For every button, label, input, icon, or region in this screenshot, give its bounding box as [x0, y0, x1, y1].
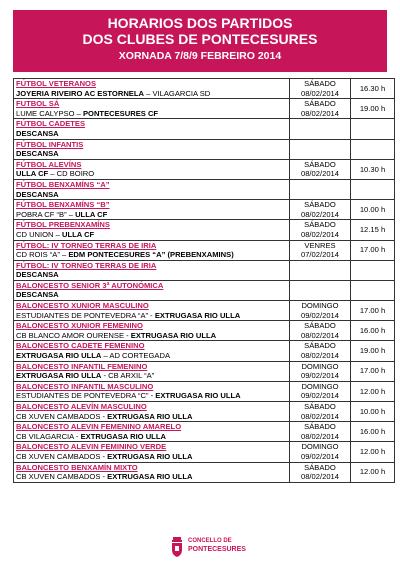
category-label: BALONCESTO ALEVÍN MASCULINO	[16, 402, 147, 411]
time-cell	[351, 260, 395, 280]
date-cell	[290, 119, 351, 139]
team-segment: PONTECESURES CF	[82, 108, 159, 118]
date-cell	[290, 179, 351, 199]
match-row	[14, 240, 395, 260]
team-segment: POBRA CF “B” –	[16, 209, 76, 219]
match-teams	[16, 472, 287, 482]
team-segment: - CB ARXIL “A”	[101, 371, 155, 381]
time-cell: 19.00 h	[351, 99, 395, 119]
category-label: BALONCESTO CADETE FEMENINO	[16, 341, 145, 351]
category-label: BALONCESTO ALEVIN FEMININO VERDE	[16, 442, 167, 452]
date-cell	[290, 260, 351, 280]
date-cell	[290, 402, 351, 422]
match-weekday: SÁBADO	[304, 200, 336, 210]
time-cell: 10.00 h	[351, 402, 395, 422]
team-segment: – VILAGARCIA SD	[144, 88, 211, 98]
match-weekday: SÁBADO	[304, 341, 336, 351]
match-row	[14, 422, 395, 442]
date-cell	[290, 99, 351, 119]
title-line-2: DOS CLUBES DE PONTECESURES	[82, 31, 318, 47]
time-cell: 17.00 h	[351, 361, 395, 381]
category-label: FUTBOL SÁ	[16, 99, 60, 109]
match-teams	[16, 190, 287, 200]
team-segment: DESCANSA	[16, 189, 59, 199]
team-segment: EXTRUGASA RIO ULLA	[16, 351, 102, 361]
team-segment: EXTRUGASA RIO ULLA	[107, 472, 193, 482]
match-cell	[14, 402, 290, 422]
team-segment: EXTRUGASA RIO ULLA	[107, 451, 193, 461]
match-weekday: SÁBADO	[304, 79, 336, 88]
team-segment: CD UNION –	[16, 229, 62, 239]
time-cell	[351, 280, 395, 300]
category-label: BALONCESTO INFANTIL FEMENINO	[16, 361, 148, 371]
date-cell	[290, 220, 351, 240]
match-date: 08/02/2014	[300, 330, 339, 340]
team-segment: – CD BOIRO	[48, 169, 95, 179]
match-row	[14, 159, 395, 179]
team-segment: CB XUVEN CAMBADOS -	[16, 472, 108, 482]
match-date: 09/02/2014	[300, 391, 339, 401]
match-cell	[14, 462, 290, 482]
date-cell	[290, 341, 351, 361]
time-cell	[351, 179, 395, 199]
match-teams	[16, 210, 287, 220]
category-label: FÚTBOL INFANTIS	[16, 139, 84, 149]
category-label: FÚTBOL: IV TORNEO TERRAS DE IRIA	[16, 260, 157, 270]
team-segment: DESCANSA	[16, 149, 59, 159]
category-label: FÚTBOL CADETES	[16, 119, 86, 129]
match-row	[14, 341, 395, 361]
match-date: 09/02/2014	[300, 371, 339, 381]
match-row	[14, 79, 395, 99]
match-cell	[14, 119, 290, 139]
match-row	[14, 200, 395, 220]
match-cell	[14, 442, 290, 462]
match-teams	[16, 391, 287, 401]
match-teams	[16, 432, 287, 442]
logo-line-2: PONTECESURES	[188, 546, 246, 553]
category-label: FÚTBOL ALEVÍNS	[16, 159, 82, 169]
category-label: BALONCESTO INFANTIL MASCULINO	[16, 381, 154, 391]
match-cell	[14, 422, 290, 442]
match-cell	[14, 361, 290, 381]
match-teams	[16, 311, 287, 321]
match-teams	[16, 230, 287, 240]
match-row	[14, 402, 395, 422]
time-cell: 16.00 h	[351, 422, 395, 442]
date-cell	[290, 139, 351, 159]
time-cell: 12.00 h	[351, 381, 395, 401]
match-weekday: SÁBADO	[304, 321, 336, 331]
category-label: FÚTBOL BENXAMÍNS “B”	[16, 200, 110, 210]
team-segment: EDM PONTECESURES “A” (PREBENXAMINS)	[68, 250, 234, 260]
match-row	[14, 381, 395, 401]
match-teams	[16, 149, 287, 159]
match-date: 08/02/2014	[300, 351, 339, 361]
team-segment: EXTRUGASA RIO ULLA	[130, 330, 217, 340]
match-weekday: DOMINGO	[301, 381, 339, 391]
match-row	[14, 139, 395, 159]
category-label: BALONCESTO XUNIOR FEMENINO	[16, 321, 143, 331]
date-cell	[290, 462, 351, 482]
match-teams	[16, 129, 287, 139]
title-line-1: HORARIOS DOS PARTIDOS	[107, 15, 293, 31]
match-row	[14, 260, 395, 280]
time-cell	[351, 119, 395, 139]
match-row	[14, 462, 395, 482]
match-teams	[16, 270, 287, 280]
match-row	[14, 301, 395, 321]
match-cell	[14, 341, 290, 361]
match-date: 08/02/2014	[300, 411, 339, 421]
date-cell	[290, 381, 351, 401]
category-label: BALONCESTO SENIOR 3ª AUTONÓMICA	[16, 280, 164, 290]
date-cell	[290, 159, 351, 179]
match-date: 08/02/2014	[300, 108, 339, 118]
match-cell	[14, 139, 290, 159]
team-segment: ULLA CF	[16, 169, 49, 179]
match-teams	[16, 109, 287, 119]
match-row	[14, 361, 395, 381]
match-cell	[14, 159, 290, 179]
match-row	[14, 321, 395, 341]
match-teams	[16, 250, 287, 260]
match-row	[14, 280, 395, 300]
match-date: 08/02/2014	[300, 88, 339, 98]
team-segment: DESCANSA	[16, 290, 59, 300]
team-segment: EXTRUGASA RIO ULLA	[16, 371, 102, 381]
date-cell	[290, 422, 351, 442]
match-row	[14, 99, 395, 119]
match-cell	[14, 99, 290, 119]
round-dates: XORNADA 7/8/9 FEBREIRO 2014	[118, 50, 282, 62]
date-cell	[290, 361, 351, 381]
match-weekday: DOMINGO	[301, 442, 339, 452]
match-weekday: VENRES	[304, 240, 336, 250]
time-cell: 16.00 h	[351, 321, 395, 341]
category-label: BALONCESTO ALEVIN FEMENINO AMARELO	[16, 422, 182, 432]
match-weekday: DOMINGO	[301, 361, 339, 371]
match-cell	[14, 220, 290, 240]
match-weekday: SÁBADO	[304, 462, 336, 472]
match-date: 08/02/2014	[300, 472, 339, 482]
date-cell	[290, 280, 351, 300]
match-teams	[16, 169, 287, 179]
date-cell	[290, 200, 351, 220]
time-cell: 16.30 h	[351, 79, 395, 99]
match-row	[14, 179, 395, 199]
match-cell	[14, 179, 290, 199]
time-cell: 19.00 h	[351, 341, 395, 361]
category-label: BALONCESTO BENXAMÍN MIXTO	[16, 462, 138, 472]
team-segment: EXTRUGASA RIO ULLA	[154, 310, 241, 320]
date-cell	[290, 321, 351, 341]
time-cell: 12.00 h	[351, 462, 395, 482]
match-weekday: SÁBADO	[304, 422, 336, 432]
match-weekday: SÁBADO	[304, 159, 336, 169]
team-segment: ULLA CF	[62, 229, 95, 239]
match-date: 09/02/2014	[300, 310, 339, 320]
schedule-table	[13, 78, 395, 483]
match-cell	[14, 200, 290, 220]
council-logo	[166, 535, 246, 559]
team-segment: CB VILAGARCIA -	[16, 431, 81, 441]
match-row	[14, 119, 395, 139]
time-cell: 12.00 h	[351, 442, 395, 462]
date-cell	[290, 79, 351, 99]
team-segment: CB BLANCO AMOR OURENSE -	[16, 330, 131, 340]
match-cell	[14, 79, 290, 99]
team-segment: ULLA CF	[75, 209, 108, 219]
team-segment: EXTRUGASA RIO ULLA	[155, 391, 241, 401]
match-date: 08/02/2014	[300, 229, 339, 239]
date-cell	[290, 301, 351, 321]
team-segment: DESCANSA	[16, 128, 59, 138]
match-teams	[16, 89, 287, 99]
match-date: 08/02/2014	[300, 431, 339, 441]
team-segment: CB XUVEN CAMBADOS -	[16, 411, 108, 421]
time-cell: 17.00 h	[351, 301, 395, 321]
match-weekday: DOMINGO	[301, 301, 339, 311]
date-cell	[290, 240, 351, 260]
date-cell	[290, 442, 351, 462]
time-cell	[351, 139, 395, 159]
match-date: 08/02/2014	[300, 169, 339, 179]
time-cell: 17.00 h	[351, 240, 395, 260]
match-date: 07/02/2014	[300, 250, 339, 260]
match-cell	[14, 240, 290, 260]
team-segment: LUME CALYPSO –	[16, 108, 83, 118]
match-teams	[16, 371, 287, 381]
team-segment: JOYERIA RIVEIRO AC ESTORNELA	[16, 88, 144, 98]
match-teams	[16, 452, 287, 462]
category-label: FÚTBOL VETERANOS	[16, 79, 97, 88]
match-cell	[14, 381, 290, 401]
match-teams	[16, 331, 287, 341]
match-cell	[14, 280, 290, 300]
match-cell	[14, 301, 290, 321]
category-label: FÚTBOL: IV TORNEO TERRAS DE IRIA	[16, 240, 157, 250]
team-segment: DESCANSA	[16, 270, 59, 280]
match-row	[14, 220, 395, 240]
category-label: FÚTBOL BENXAMÍNS “A”	[16, 179, 110, 189]
match-weekday: SÁBADO	[304, 99, 336, 109]
title-banner	[13, 10, 387, 72]
time-cell: 10.00 h	[351, 200, 395, 220]
team-segment: – AD CORTEGADA	[101, 351, 171, 361]
time-cell: 12.15 h	[351, 220, 395, 240]
team-segment: EXTRUGASA RIO ULLA	[80, 431, 166, 441]
match-weekday: SÁBADO	[304, 402, 336, 411]
logo-line-1: CONCELLO DE	[188, 538, 232, 544]
match-date: 08/02/2014	[300, 209, 339, 219]
category-label: BALONCESTO XUNIOR MASCULINO	[16, 301, 149, 311]
match-teams	[16, 351, 287, 361]
match-weekday: SÁBADO	[304, 220, 336, 230]
team-segment: ESTUDIANTES DE PONTEVEDRA “C” -	[16, 391, 156, 401]
time-cell: 10.30 h	[351, 159, 395, 179]
match-row	[14, 442, 395, 462]
coat-of-arms-icon	[170, 537, 184, 557]
team-segment: CB XUVEN CAMBADOS -	[16, 451, 108, 461]
category-label: FÚTBOL PREBENXAMÍNS	[16, 220, 110, 230]
match-teams	[16, 290, 287, 300]
team-segment: EXTRUGASA RIO ULLA	[107, 411, 193, 421]
match-cell	[14, 260, 290, 280]
team-segment: CD ROIS “A” –	[16, 250, 69, 260]
match-date: 09/02/2014	[300, 451, 339, 461]
team-segment: ESTUDIANTES DE PONTEVEDRA “A” -	[16, 310, 155, 320]
match-cell	[14, 321, 290, 341]
match-teams	[16, 412, 287, 422]
